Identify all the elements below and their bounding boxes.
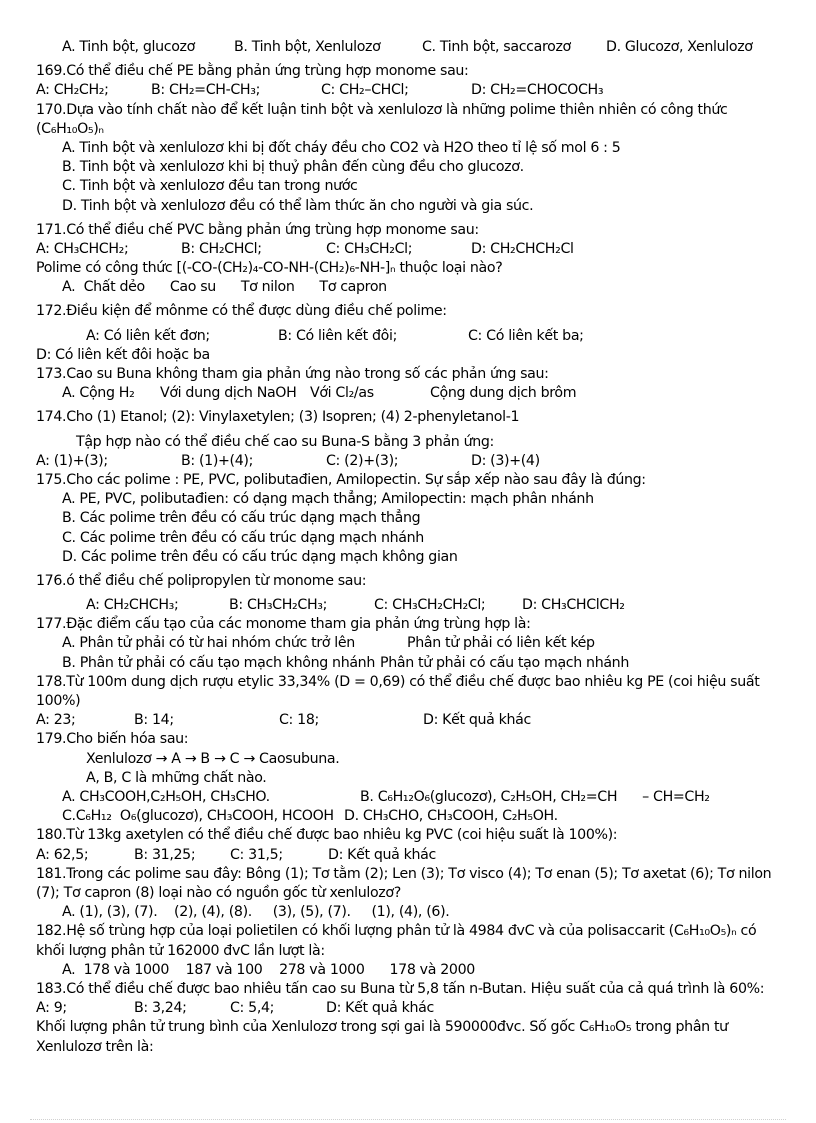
q172-option-a: A: Có liên kết đơn; — [86, 327, 210, 344]
q173-option-c: Với Cl₂/as — [310, 385, 374, 402]
q176-options — [36, 596, 786, 615]
q171-option-c: C: CH₃CH₂Cl; — [326, 240, 413, 257]
q171-stem: 171.Có thể điều chế PVC bằng phản ứng trùng hợp monome sau: — [36, 221, 479, 238]
q183-stem: 183.Có thể điều chế được bao nhiêu tấn cao su Buna từ 5,8 tấn n-Butan. Hiệu suất của cả quá trình là 60%: — [36, 980, 765, 997]
q176-option-d: D: CH₃CHClCH₂ — [522, 597, 625, 614]
q170-option-c: C. Tinh bột và xenlulozơ đều tan trong nước — [62, 178, 358, 195]
q173-option-a: A. Cộng H₂ — [62, 385, 135, 402]
q175-option-a: A. PE, PVC, polibutađien: có dạng mạch thẳng; Amilopectin: mạch phân nhánh — [62, 491, 594, 508]
q174-option-c: C: (2)+(3); — [326, 452, 399, 469]
q168-option-a: A. Tinh bột, glucozơ — [62, 39, 195, 55]
q176-option-b: B: CH₃CH₂CH₃; — [229, 597, 328, 614]
q172-option-c: C: Có liên kết ba; — [468, 327, 584, 344]
q177-row2 — [36, 654, 786, 673]
q171-polime-options: A. Chất dẻo Cao su Tơ nilon Tơ capron — [62, 279, 387, 296]
q180-stem: 180.Từ 13kg axetylen có thể điều chế được bao nhiêu kg PVC (coi hiệu suất là 100%): — [36, 827, 618, 844]
q182-options: A. 178 và 1000 187 và 100 278 và 1000 178 và 2000 — [62, 961, 475, 978]
q179-option-d: D. CH₃CHO, CH₃COOH, C₂H₅OH. — [344, 808, 558, 825]
q173-option-d: Cộng dung dịch brôm — [430, 385, 577, 402]
q181-options: A. (1), (3), (7). (2), (4), (8). (3), (5), (7). (1), (4), (6). — [62, 904, 450, 921]
q179-row2 — [36, 807, 786, 826]
q180-option-b: B: 31,25; — [134, 846, 196, 863]
q183-option-d: D: Kết quả khác — [326, 1000, 434, 1017]
q174-option-b: B: (1)+(4); — [181, 452, 254, 469]
q183-options — [36, 999, 786, 1018]
q170-option-b: B. Tinh bột và xenlulozơ khi bị thuỷ phân đến cùng đều cho glucozơ. — [62, 159, 524, 176]
q179-option-c: C.C₆H₁₂ O₆(glucozơ), CH₃COOH, HCOOH — [62, 808, 334, 825]
q172-stem: 172.Điều kiện để mônme có thể được dùng điều chế polime: — [36, 303, 447, 320]
q183-option-a: A: 9; — [36, 1000, 67, 1017]
page-bottom-divider — [30, 1119, 786, 1120]
q183-extra: Khối lượng phân tử trung bình của Xenlulozơ trong sợi gai là 590000đvc. Số gốc C₆H₁₀O₅ trong phân tư Xenlulozơ trên là: — [36, 1019, 728, 1055]
q180-option-d: D: Kết quả khác — [328, 846, 436, 863]
q178-option-c: C: 18; — [279, 712, 319, 729]
q177-stem: 177.Đặc điểm cấu tạo của các monome tham gia phản ứng trùng hợp là: — [36, 616, 531, 633]
q175-option-c: C. Các polime trên đều có cấu trúc dạng mạch nhánh — [62, 529, 424, 546]
q168-option-b: B. Tinh bột, Xenlulozơ — [234, 39, 381, 55]
q169-options — [36, 81, 786, 100]
q180-option-a: A: 62,5; — [36, 846, 89, 863]
q171-option-d: D: CH₂CHCH₂Cl — [471, 240, 574, 257]
q183-option-c: C: 5,4; — [230, 1000, 275, 1017]
q175-option-b: B. Các polime trên đều có cấu trúc dạng mạch thẳng — [62, 510, 421, 527]
q182-stem: 182.Hệ số trùng hợp của loại polietilen có khối lượng phân tử là 4984 đvC và của polisaccarit (C₆H₁₀O₅)ₙ có khối lượng phân tử 162000 đvC lần lượt là: — [36, 923, 757, 959]
q174-option-a: A: (1)+(3); — [36, 452, 108, 469]
q179-option-a: A. CH₃COOH,C₂H₅OH, CH₃CHO. — [62, 789, 270, 805]
q171-options — [36, 240, 786, 259]
q174-options — [36, 452, 786, 471]
q177-option-a: A. Phân tử phải có từ hai nhóm chức trở lên — [62, 635, 355, 652]
q178-stem: 178.Từ 100m dung dịch rượu etylic 33,34% (D = 0,69) có thể điều chế được bao nhiêu kg PE (coi hiệu suất 100%) — [36, 673, 760, 710]
q177-option-b: Phân tử phải có liên kết kép — [407, 635, 595, 652]
q171-option-b: B: CH₂CHCl; — [181, 240, 262, 257]
q175-option-d: D. Các polime trên đều có cấu trúc dạng mạch không gian — [62, 548, 458, 565]
q176-option-c: C: CH₃CH₂CH₂Cl; — [374, 597, 486, 614]
q169-option-a: A: CH₂CH₂; — [36, 82, 109, 99]
q177-option-c: B. Phân tử phải có cấu tạo mạch không nhánh — [62, 654, 375, 671]
q177-option-d: Phân tử phải có cấu tạo mạch nhánh — [380, 654, 629, 671]
q169-option-b: B: CH₂=CH-CH₃; — [151, 82, 261, 99]
q173-option-b: Với dung dịch NaOH — [160, 385, 297, 402]
q168-option-d: D. Glucozơ, Xenlulozơ — [606, 39, 753, 55]
document-page — [36, 38, 786, 1057]
q178-option-b: B: 14; — [134, 712, 174, 729]
q172-option-b: B: Có liên kết đôi; — [278, 327, 398, 344]
q170-option-a: A. Tinh bột và xenlulozơ khi bị đốt cháy đều cho CO2 và H2O theo tỉ lệ số mol 6 : 5 — [62, 139, 621, 156]
q173-stem: 173.Cao su Buna không tham gia phản ứng nào trong số các phản ứng sau: — [36, 366, 549, 383]
q176-stem: 176.ó thể điều chế polipropylen từ monome sau: — [36, 572, 367, 589]
q171-option-a: A: CH₃CHCH₂; — [36, 240, 129, 257]
q168-options — [36, 38, 786, 57]
q169-stem: 169.Có thể điều chế PE bằng phản ứng trùng hợp monome sau: — [36, 63, 469, 80]
q179-scheme: Xenlulozơ → A → B → C → Caosubuna. — [86, 750, 340, 767]
q174-stem: 174.Cho (1) Etanol; (2): Vinylaxetylen; (3) Isopren; (4) 2-phenyletanol-1 — [36, 409, 520, 426]
q179-row1 — [36, 788, 786, 807]
q172-options — [36, 327, 786, 346]
q179-option-b: B. C₆H₁₂O₆(glucozơ), C₂H₅OH, CH₂=CH – CH=CH₂ — [360, 789, 710, 805]
q181-stem: 181.Trong các polime sau đây: Bông (1); Tơ tằm (2); Len (3); Tơ visco (4); Tơ enan (5); Tơ axetat (6); Tơ nilon (7); Tơ capron (8) loại nào có nguồn gốc từ xenlulozơ? — [36, 865, 772, 901]
q178-option-a: A: 23; — [36, 712, 76, 729]
q177-row1 — [36, 634, 786, 653]
q173-options — [36, 384, 786, 403]
q180-option-c: C: 31,5; — [230, 846, 283, 863]
q178-options — [36, 711, 786, 730]
q178-option-d: D: Kết quả khác — [423, 712, 531, 729]
q183-option-b: B: 3,24; — [134, 1000, 187, 1017]
q174-option-d: D: (3)+(4) — [471, 452, 540, 469]
q176-option-a: A: CH₂CHCH₃; — [86, 597, 179, 614]
q170-option-d: D. Tinh bột và xenlulozơ đều có thể làm thức ăn cho người và gia súc. — [62, 197, 534, 214]
q175-stem: 175.Cho các polime : PE, PVC, polibutađien, Amilopectin. Sự sắp xếp nào sau đây là đúng: — [36, 471, 646, 488]
q180-options — [36, 846, 786, 865]
q179-ask: A, B, C là mhững chất nào. — [86, 769, 267, 786]
q172-option-d: D: Có liên kết đôi hoặc ba — [36, 346, 210, 363]
q169-option-c: C: CH₂–CHCl; — [321, 82, 409, 99]
q179-stem: 179.Cho biến hóa sau: — [36, 731, 189, 748]
q169-option-d: D: CH₂=CHOCOCH₃ — [471, 82, 604, 99]
q168-option-c: C. Tinh bột, saccarozơ — [422, 39, 571, 55]
q171-polime-stem: Polime có công thức [(-CO-(CH₂)₄-CO-NH-(CH₂)₆-NH-]ₙ thuộc loại nào? — [36, 260, 503, 277]
q170-stem: 170.Dựa vào tính chất nào để kết luận tinh bột và xenlulozơ là những polime thiên nhiên có công thức (C₆H₁₀O₅)ₙ — [36, 101, 728, 137]
q174-sub: Tập hợp nào có thể điều chế cao su Buna-S bằng 3 phản ứng: — [76, 433, 494, 450]
